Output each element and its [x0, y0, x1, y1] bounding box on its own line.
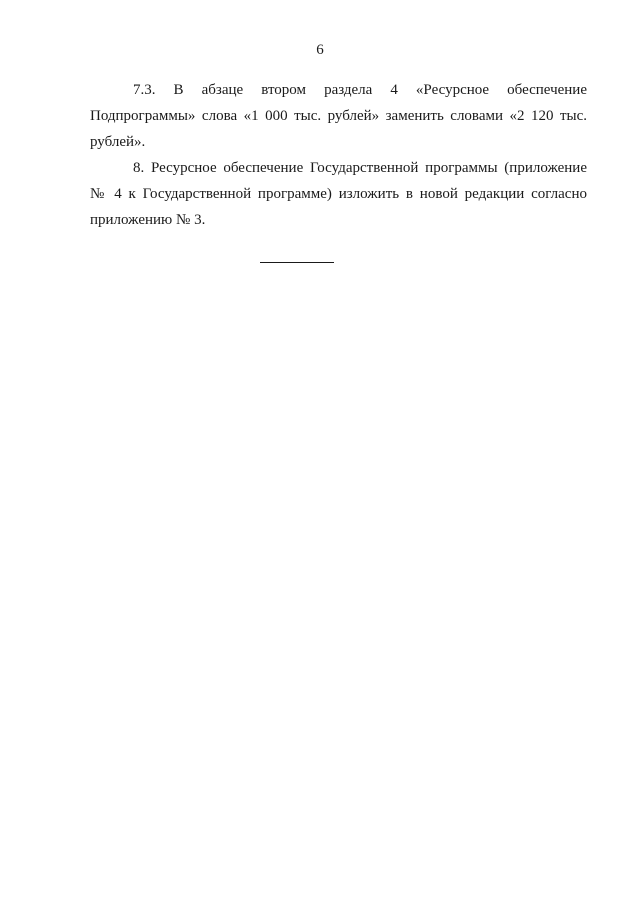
end-divider-line — [260, 262, 334, 263]
page-number: 6 — [316, 42, 324, 58]
document-body — [90, 77, 587, 233]
paragraph-7-3: 7.3. В абзаце втором раздела 4 «Ресурсное обеспечение Подпрограммы» слова «1 000 тыс. рублей» заменить словами «2 120 тыс. рублей». — [90, 82, 587, 150]
paragraph-8: 8. Ресурсное обеспечение Государственной программы (приложение № 4 к Государственной программе) изложить в новой редакции согласно приложению № 3. — [90, 160, 587, 228]
